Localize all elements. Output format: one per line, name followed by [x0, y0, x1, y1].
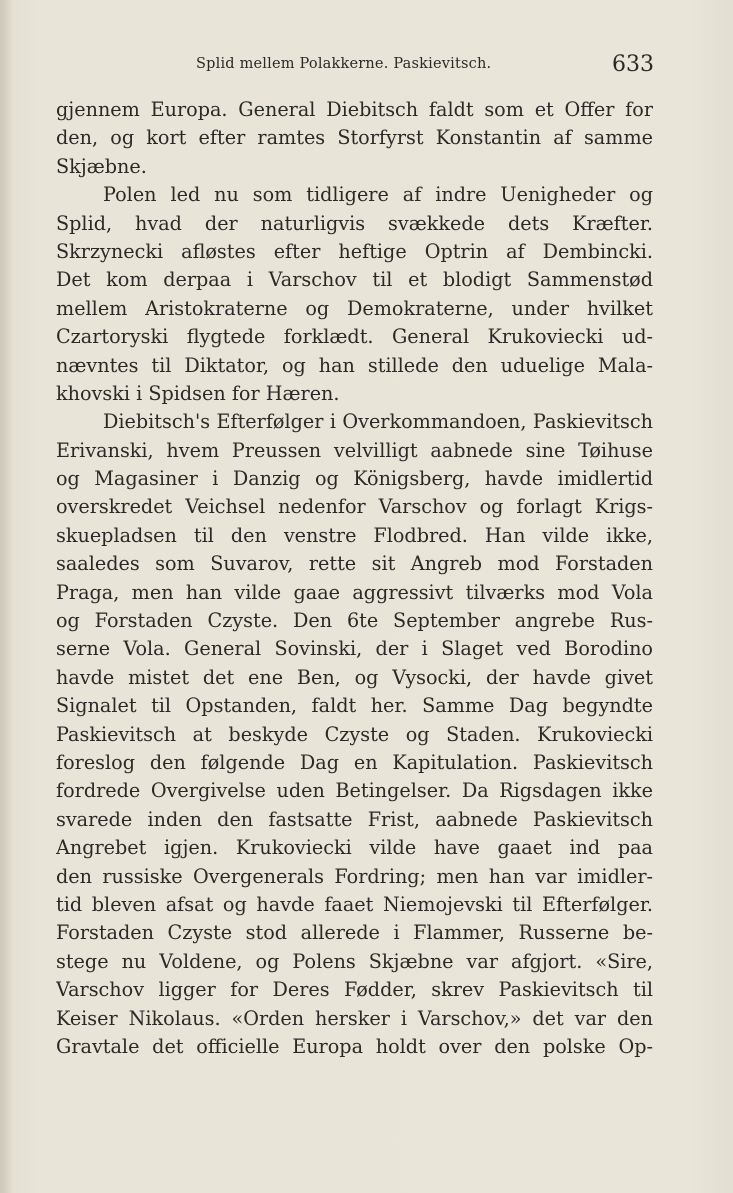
page-header	[0, 52, 733, 84]
text-line: Czartoryski flygtede forklædt. General Krukoviecki ud-	[56, 325, 653, 349]
text-line: Praga, men han vilde gaae aggressivt tilværks mod Vola	[56, 580, 653, 604]
text-line: khovski i Spidsen for Hæren.	[56, 381, 340, 405]
text-line: fordrede Overgivelse uden Betingelser. Da Rigsdagen ikke	[56, 779, 653, 803]
text-line: Det kom derpaa i Varschov til et blodigt Sammenstød	[56, 268, 653, 292]
text-line: Angrebet igjen. Krukoviecki vilde have gaaet ind paa	[56, 836, 653, 860]
text-line: stege nu Voldene, og Polens Skjæbne var afgjort. «Sire,	[56, 949, 653, 973]
text-line: Skjæbne.	[56, 154, 147, 178]
text-line: den, og kort efter ramtes Storfyrst Konstantin af samme	[56, 126, 653, 150]
text-line: havde mistet det ene Ben, og Vysocki, der havde givet	[56, 665, 653, 689]
text-line: Erivanski, hvem Preussen velvilligt aabnede sine Tøihuse	[56, 438, 653, 462]
page-spine-shadow	[0, 0, 14, 1193]
text-line: svarede inden den fastsatte Frist, aabnede Paskievitsch	[56, 807, 653, 831]
text-line: den russiske Overgenerals Fordring; men han var imidler-	[56, 864, 653, 888]
running-title: Splid mellem Polakkerne. Paskievitsch.	[196, 56, 492, 72]
text-line: skuepladsen til den venstre Flodbred. Han vilde ikke,	[56, 523, 653, 547]
text-line: Paskievitsch at beskyde Czyste og Staden. Krukoviecki	[56, 722, 653, 746]
text-line: mellem Aristokraterne og Demokraterne, under hvilket	[56, 296, 653, 320]
text-line: tid bleven afsat og havde faaet Niemojevski til Efterfølger.	[56, 892, 653, 916]
text-line: serne Vola. General Sovinski, der i Slaget ved Borodino	[56, 637, 653, 661]
page-number: 633	[612, 52, 654, 77]
text-line: Polen led nu som tidligere af indre Uenigheder og	[103, 183, 653, 207]
text-line: Diebitsch's Efterfølger i Overkommandoen, Paskievitsch	[103, 410, 653, 434]
text-line: gjennem Europa. General Diebitsch faldt som et Offer for	[56, 98, 653, 121]
text-line: Skrzynecki afløstes efter heftige Optrin af Dembincki.	[56, 239, 653, 263]
text-line: nævntes til Diktator, og han stillede den uduelige Mala-	[56, 353, 653, 377]
text-line: Gravtale det officielle Europa holdt over den polske Op-	[56, 1034, 653, 1058]
text-line: Keiser Nikolaus. «Orden hersker i Varschov,» det var den	[56, 1006, 653, 1030]
text-line: overskredet Veichsel nedenfor Varschov og forlagt Krigs-	[56, 495, 653, 519]
body-text	[56, 96, 653, 1061]
text-line: og Magasiner i Danzig og Königsberg, havde imidlertid	[56, 467, 653, 491]
text-line: foreslog den følgende Dag en Kapitulation. Paskievitsch	[56, 750, 653, 774]
text-line: Splid, hvad der naturligvis svækkede dets Kræfter.	[56, 211, 653, 235]
text-line: og Forstaden Czyste. Den 6te September angrebe Rus-	[56, 609, 653, 633]
text-line: Signalet til Opstanden, faldt her. Samme Dag begyndte	[56, 694, 653, 718]
text-line: saaledes som Suvarov, rette sit Angreb mod Forstaden	[56, 552, 653, 576]
text-line: Varschov ligger for Deres Fødder, skrev Paskievitsch til	[56, 978, 653, 1002]
text-line: Forstaden Czyste stod allerede i Flammer, Russerne be-	[56, 921, 653, 945]
